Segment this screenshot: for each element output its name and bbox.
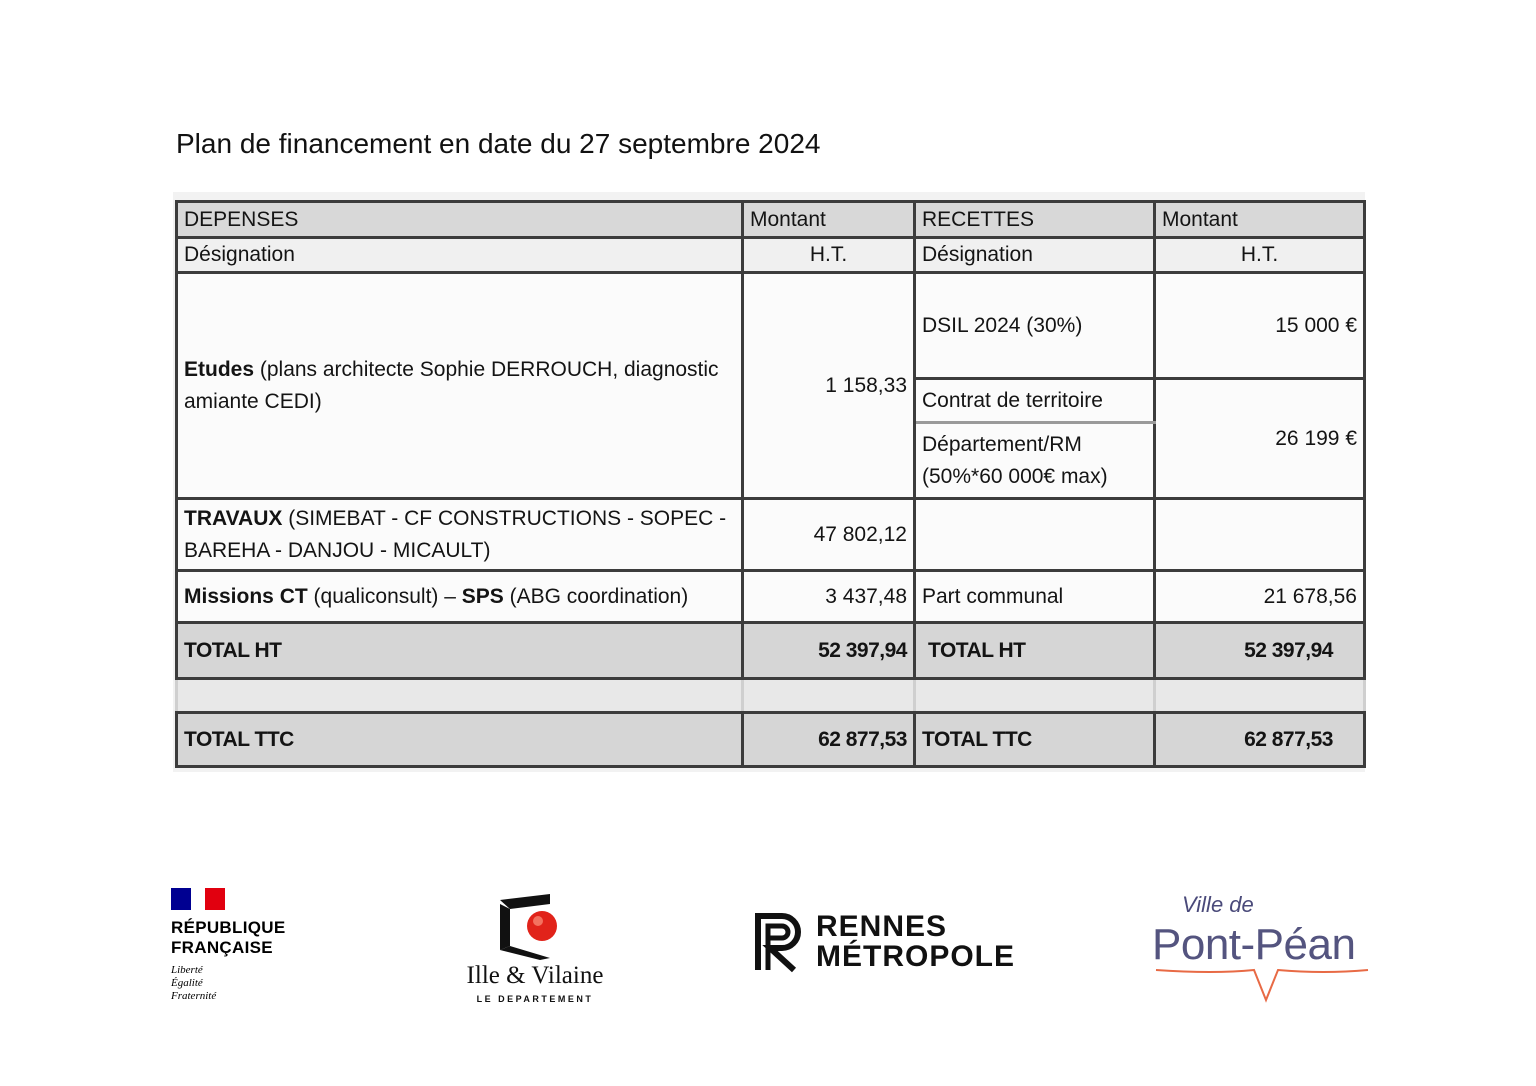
table-row <box>177 499 1365 571</box>
total-ttc-label-right: TOTAL TTC <box>915 713 1155 767</box>
depense-etudes-bold: Etudes <box>184 357 255 381</box>
montant-header-left: Montant <box>743 202 915 238</box>
financing-table <box>175 200 1366 768</box>
rennes-metropole-line-2: MÉTROPOLE <box>816 940 1016 973</box>
depense-travaux-bold: TRAVAUX <box>184 506 283 530</box>
empty-cell <box>177 679 743 713</box>
rennes-metropole-logo <box>754 910 1044 980</box>
depense-missions-mid: (qualiconsult) – <box>307 584 462 608</box>
motto-liberte: Liberté <box>171 964 203 976</box>
total-ttc-amount-right: 62 877,53 <box>1155 713 1365 767</box>
recette-dsil-amount: 15 000 € <box>1155 273 1365 379</box>
depense-etudes-amount: 1 158,33 <box>743 273 915 499</box>
table-row <box>177 571 1365 623</box>
republique-motto <box>171 964 311 1003</box>
motto-fraternite: Fraternité <box>171 990 217 1002</box>
depense-missions-amount: 3 437,48 <box>743 571 915 623</box>
depense-missions-bold: Missions CT <box>184 584 308 608</box>
empty-cell <box>1155 499 1365 571</box>
total-ht-label-left: TOTAL HT <box>177 623 743 679</box>
rennes-metropole-line-1: RENNES <box>816 910 948 943</box>
depense-missions-detail: (ABG coordination) <box>503 584 689 608</box>
total-ht-label-right: TOTAL HT <box>915 623 1155 679</box>
total-ht-amount-left: 52 397,94 <box>743 623 915 679</box>
republique-francaise-logo <box>171 888 311 1003</box>
ille-vilaine-logo <box>450 888 620 1004</box>
marianne-flag-icon <box>171 888 225 910</box>
rennes-metropole-r-icon <box>754 912 808 974</box>
rennes-metropole-name <box>816 912 1015 972</box>
ille-vilaine-name: Ille & Vilaine <box>466 962 604 989</box>
depense-travaux-amount: 47 802,12 <box>743 499 915 571</box>
partner-logos <box>0 880 1536 1010</box>
motto-egalite: Égalité <box>171 977 203 989</box>
depense-travaux-detail: (SIMEBAT - CF CONSTRUCTIONS - SOPEC - BAREHA - DANJOU - MICAULT) <box>184 506 727 562</box>
depense-etudes-label <box>177 273 743 499</box>
ht-left-header: H.T. <box>743 238 915 273</box>
empty-cell <box>915 499 1155 571</box>
depenses-header: DEPENSES <box>177 202 743 238</box>
depense-etudes-detail: (plans architecte Sophie DERROUCH, diagnostic amiante CEDI) <box>184 357 719 413</box>
total-ttc-amount-left: 62 877,53 <box>743 713 915 767</box>
depense-missions-label <box>177 571 743 623</box>
empty-cell <box>915 679 1155 713</box>
empty-cell <box>743 679 915 713</box>
total-ht-amount-right: 52 397,94 <box>1155 623 1365 679</box>
total-ht-row <box>177 623 1365 679</box>
pont-pean-logo <box>1150 886 1380 1006</box>
document-title: Plan de financement en date du 27 septembre 2024 <box>176 128 821 159</box>
recette-part-communal-label: Part communal <box>915 571 1155 623</box>
spacer-row <box>177 679 1365 713</box>
ille-vilaine-subtitle: LE DEPARTEMENT <box>476 994 594 1004</box>
pont-pean-prefix: Ville de <box>1182 892 1254 917</box>
depense-missions-bold2: SPS <box>461 584 504 608</box>
total-ttc-row <box>177 713 1365 767</box>
empty-cell <box>1155 679 1365 713</box>
recette-dsil-label: DSIL 2024 (30%) <box>915 273 1155 379</box>
recette-departement-amount: 26 199 € <box>1155 379 1365 499</box>
table-row <box>177 273 1365 379</box>
ht-right-header: H.T. <box>1155 238 1365 273</box>
pont-pean-name: Pont-Péan <box>1152 920 1356 969</box>
subheader-row <box>177 238 1365 273</box>
recette-part-communal-amount: 21 678,56 <box>1155 571 1365 623</box>
ille-vilaine-emblem-icon <box>450 888 620 962</box>
recettes-header: RECETTES <box>915 202 1155 238</box>
header-row <box>177 202 1365 238</box>
recette-contrat-label: Contrat de territoire <box>915 379 1155 423</box>
pont-pean-swoosh-icon <box>1154 966 1374 1006</box>
montant-header-right: Montant <box>1155 202 1365 238</box>
recette-departement-label: Département/RM (50%*60 000€ max) <box>915 423 1155 499</box>
total-ttc-label-left: TOTAL TTC <box>177 713 743 767</box>
designation-left-header: Désignation <box>177 238 743 273</box>
republique-francaise-name: RÉPUBLIQUE FRANÇAISE <box>171 918 286 957</box>
depense-travaux-label <box>177 499 743 571</box>
designation-right-header: Désignation <box>915 238 1155 273</box>
